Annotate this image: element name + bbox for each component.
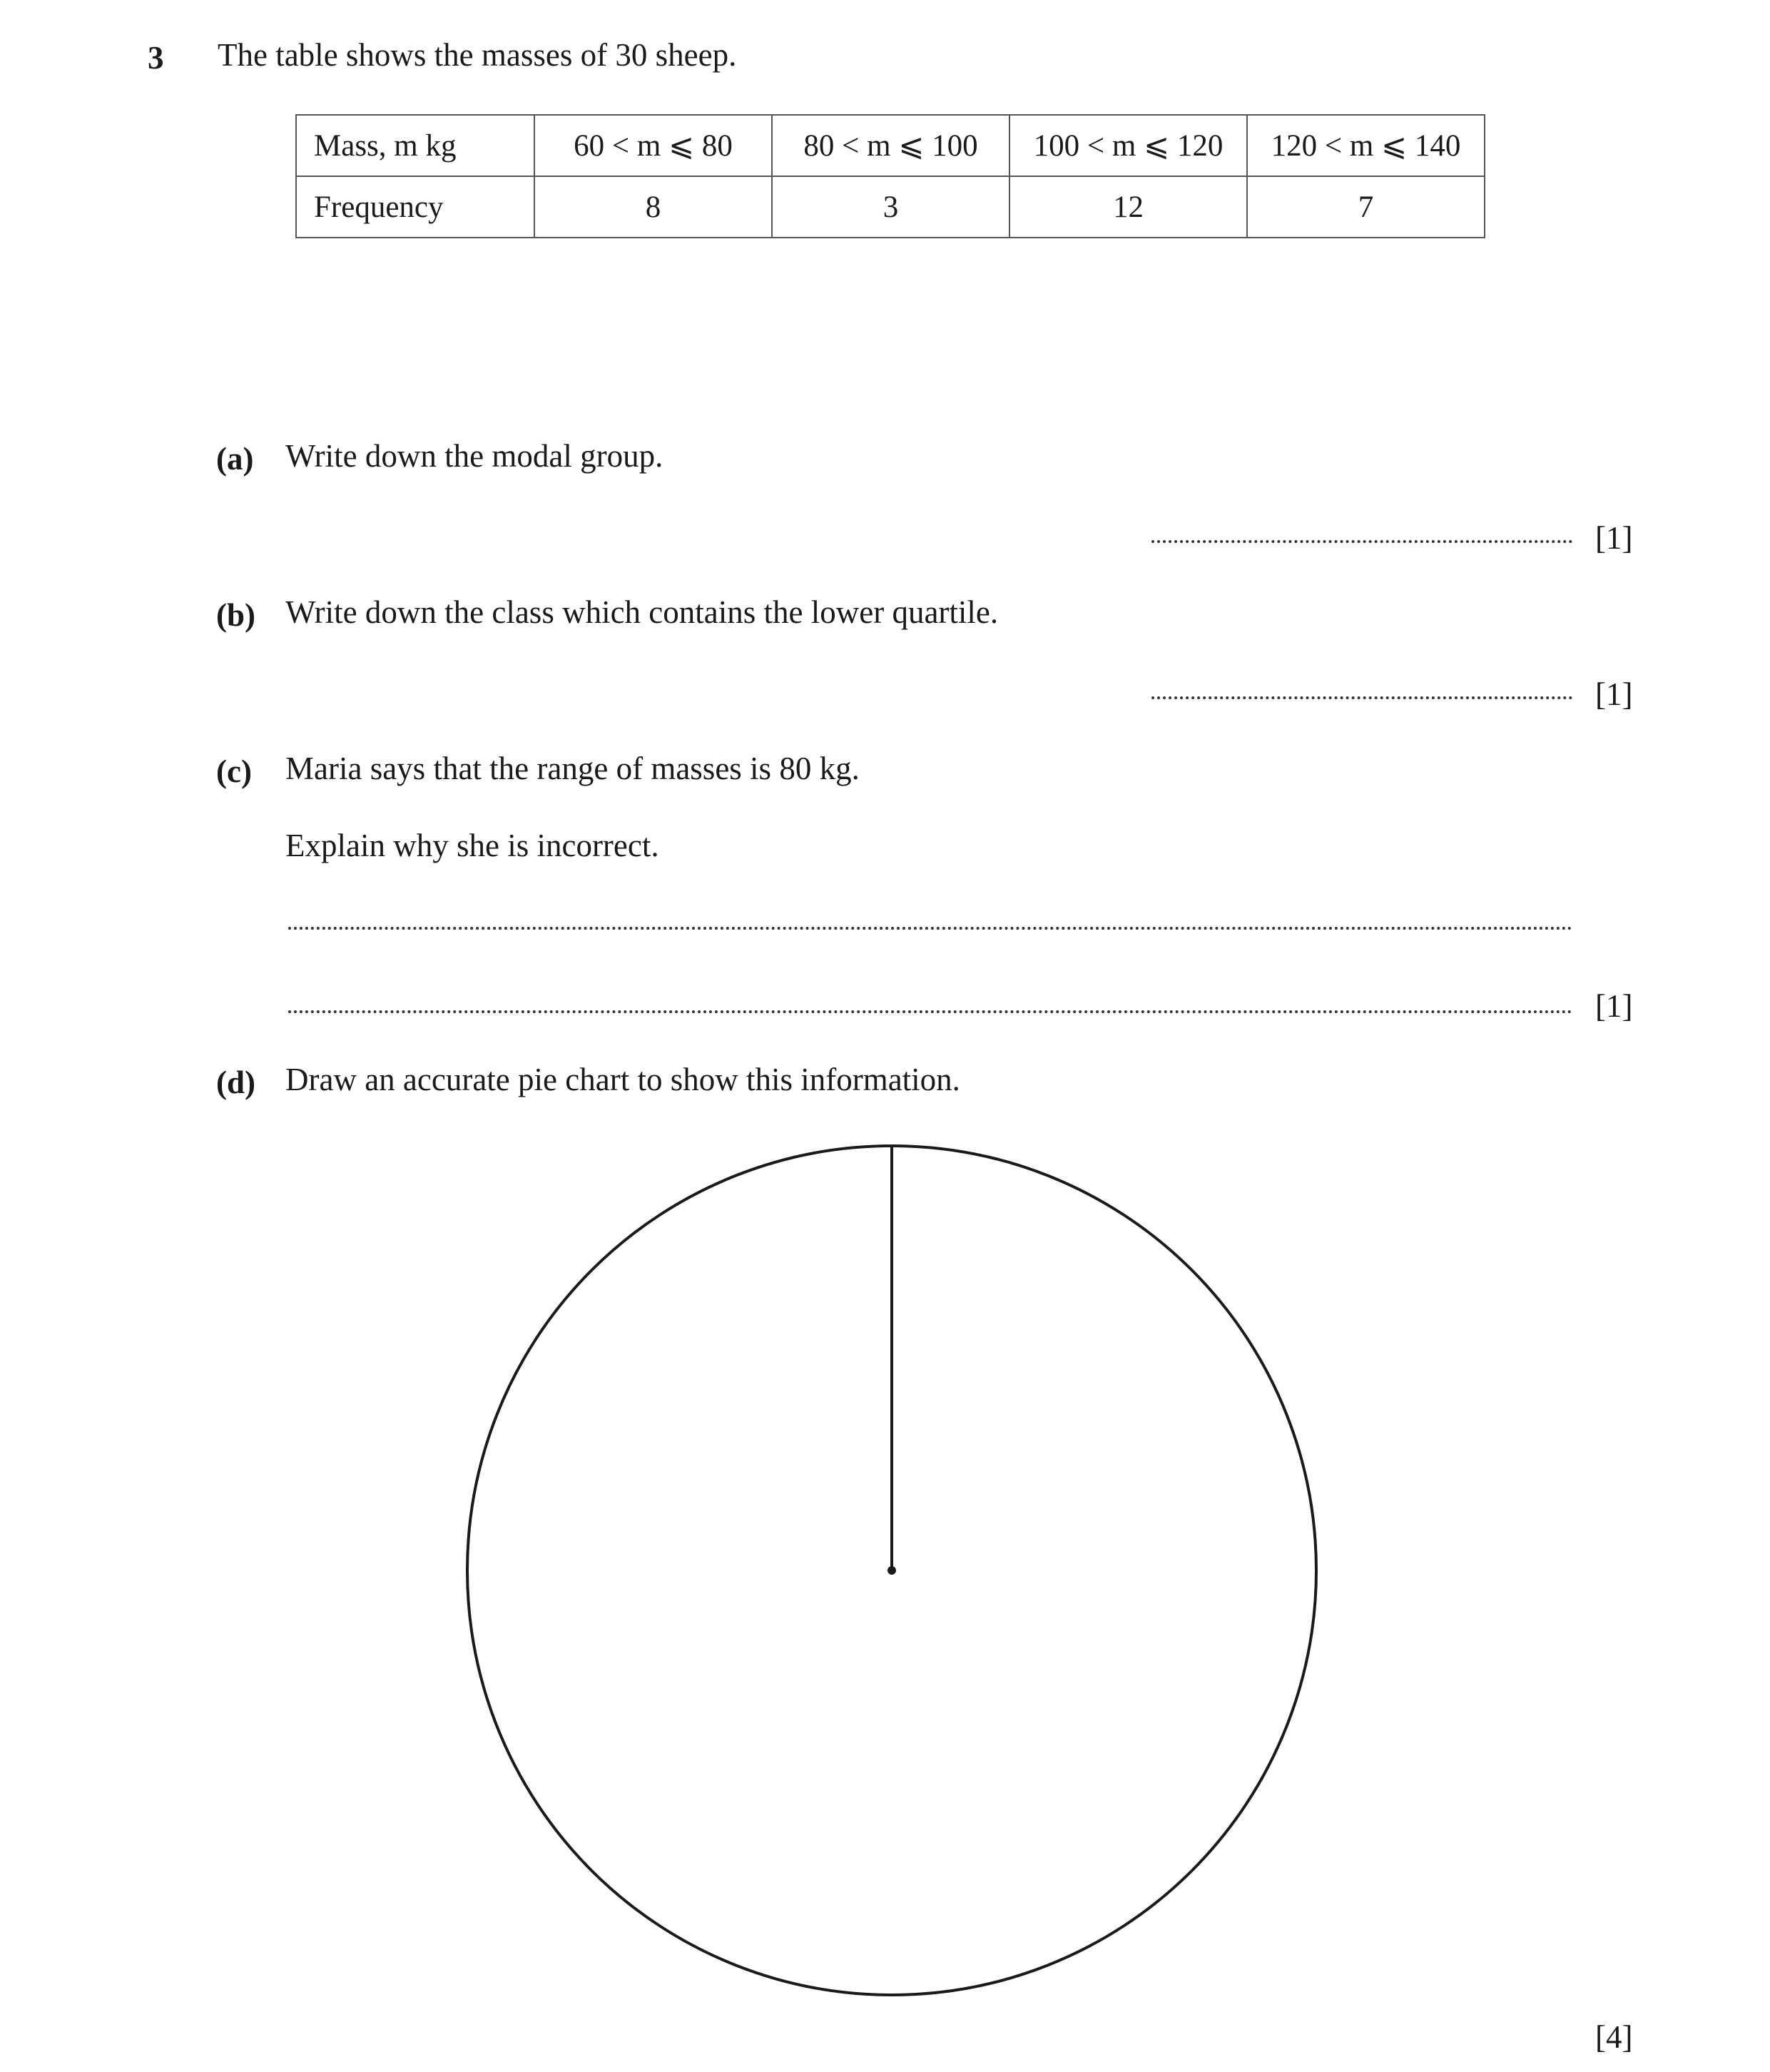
pie-centre-dot: [887, 1566, 896, 1575]
part-c-text2: Explain why she is incorrect.: [285, 828, 659, 863]
marks-b: [1]: [1595, 676, 1633, 712]
part-a-text: Write down the modal group.: [285, 438, 663, 474]
question-intro: The table shows the masses of 30 sheep.: [218, 37, 737, 73]
marks-a: [1]: [1595, 520, 1633, 556]
part-a-label: (a): [216, 441, 254, 477]
question-number: 3: [148, 40, 164, 76]
class-cell: 120 < m ⩽ 140: [1247, 115, 1485, 176]
part-c-text: Maria says that the range of masses is 80 kg.: [285, 751, 860, 786]
class-cell: 100 < m ⩽ 120: [1009, 115, 1247, 176]
frequency-cell: 8: [534, 176, 772, 238]
row-header-frequency: Frequency: [296, 176, 534, 238]
row-header-mass-text: Mass, m kg: [314, 128, 457, 163]
part-c-label: (c): [216, 753, 252, 789]
class-cell: 80 < m ⩽ 100: [772, 115, 1009, 176]
part-d-label: (d): [216, 1065, 255, 1100]
part-b-label: (b): [216, 597, 255, 633]
marks-d: [4]: [1595, 2019, 1633, 2055]
frequency-cell: 7: [1247, 176, 1485, 238]
frequency-cell: 3: [772, 176, 1009, 238]
part-b-text: Write down the class which contains the lower quartile.: [285, 594, 999, 630]
marks-c: [1]: [1595, 988, 1633, 1024]
class-cell: 60 < m ⩽ 80: [534, 115, 772, 176]
frequency-cell: 12: [1009, 176, 1247, 238]
part-d-text: Draw an accurate pie chart to show this information.: [285, 1062, 960, 1097]
